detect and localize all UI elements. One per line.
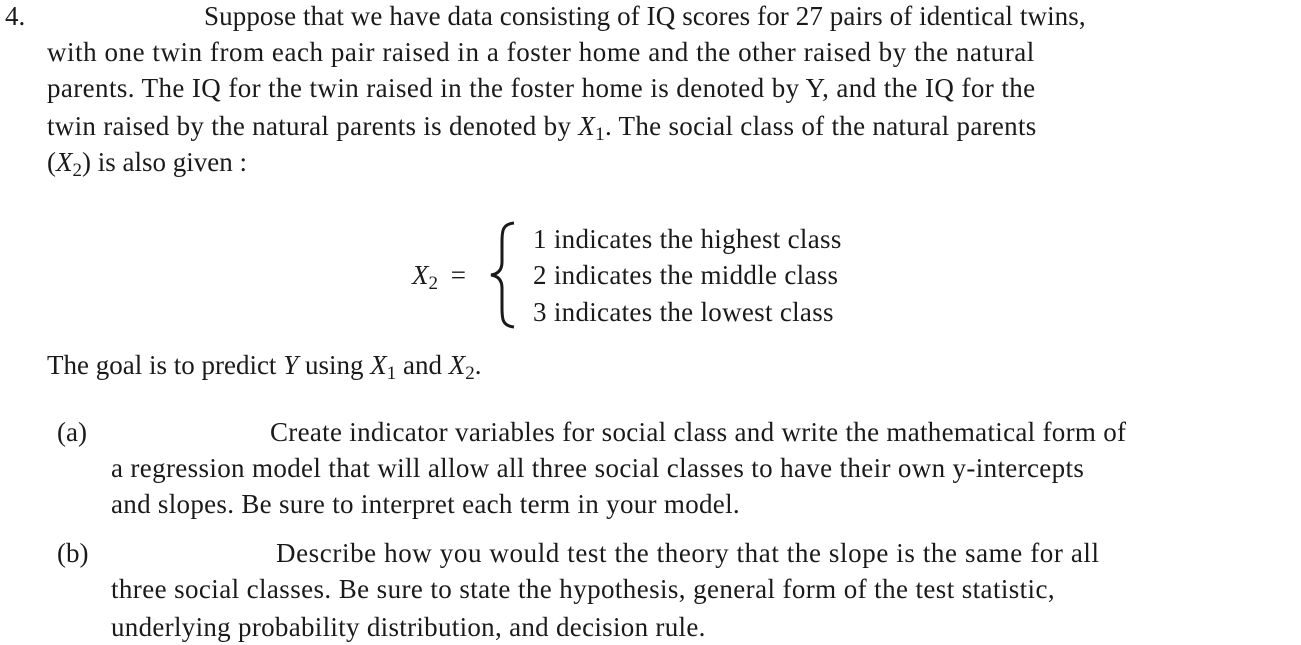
intro-line-5: $(X_2)$ is also given : [47, 147, 247, 181]
intro-line-2: with one twin from each pair raised in a foster home and the other raised by the natural [47, 37, 1035, 67]
part-a-line-1: Create indicator variables for social class and write the mathematical form of [270, 417, 1127, 447]
x2-def-suffix: is also given : [97, 147, 247, 177]
part-b-line-2: three social classes. Be sure to state the hypothesis, general form of the test statistic, [111, 574, 1055, 604]
goal-line: The goal is to predict Y using $X_1$ and $X_2$. [47, 350, 482, 384]
intro-line-4-tail: . The social class of the natural parents [604, 111, 1037, 141]
x1-symbol: $X_1$ [578, 111, 605, 145]
case-2: 2 indicates the middle class [533, 260, 839, 290]
intro-line-4 [47, 108, 1037, 144]
intro-line-4-text: twin raised by the natural parents is denoted by [47, 111, 572, 141]
case-3: 3 indicates the lowest class [533, 297, 834, 327]
case-1: 1 indicates the highest class [533, 224, 842, 254]
definition-lhs: $X_2$ = [412, 260, 466, 294]
part-b-label: (b) [57, 538, 89, 568]
part-a-line-3: and slopes. Be sure to interpret each term in your model. [111, 489, 740, 519]
part-b-line-1: Describe how you would test the theory that the slope is the same for all [276, 538, 1100, 568]
part-a-label: (a) [57, 417, 87, 447]
left-brace-icon [488, 220, 522, 330]
intro-line-3: parents. The IQ for the twin raised in the foster home is denoted by Y, and the IQ for the [47, 73, 1036, 103]
problem-number: 4. [5, 1, 26, 31]
x2-symbol: $X_2$ [56, 147, 82, 181]
part-b-line-3: underlying probability distribution, and decision rule. [111, 612, 706, 642]
part-a-line-2: a regression model that will allow all three social classes to have their own y-intercepts [111, 453, 1085, 483]
intro-line-1: Suppose that we have data consisting of IQ scores for 27 pairs of identical twins, [204, 1, 1086, 31]
